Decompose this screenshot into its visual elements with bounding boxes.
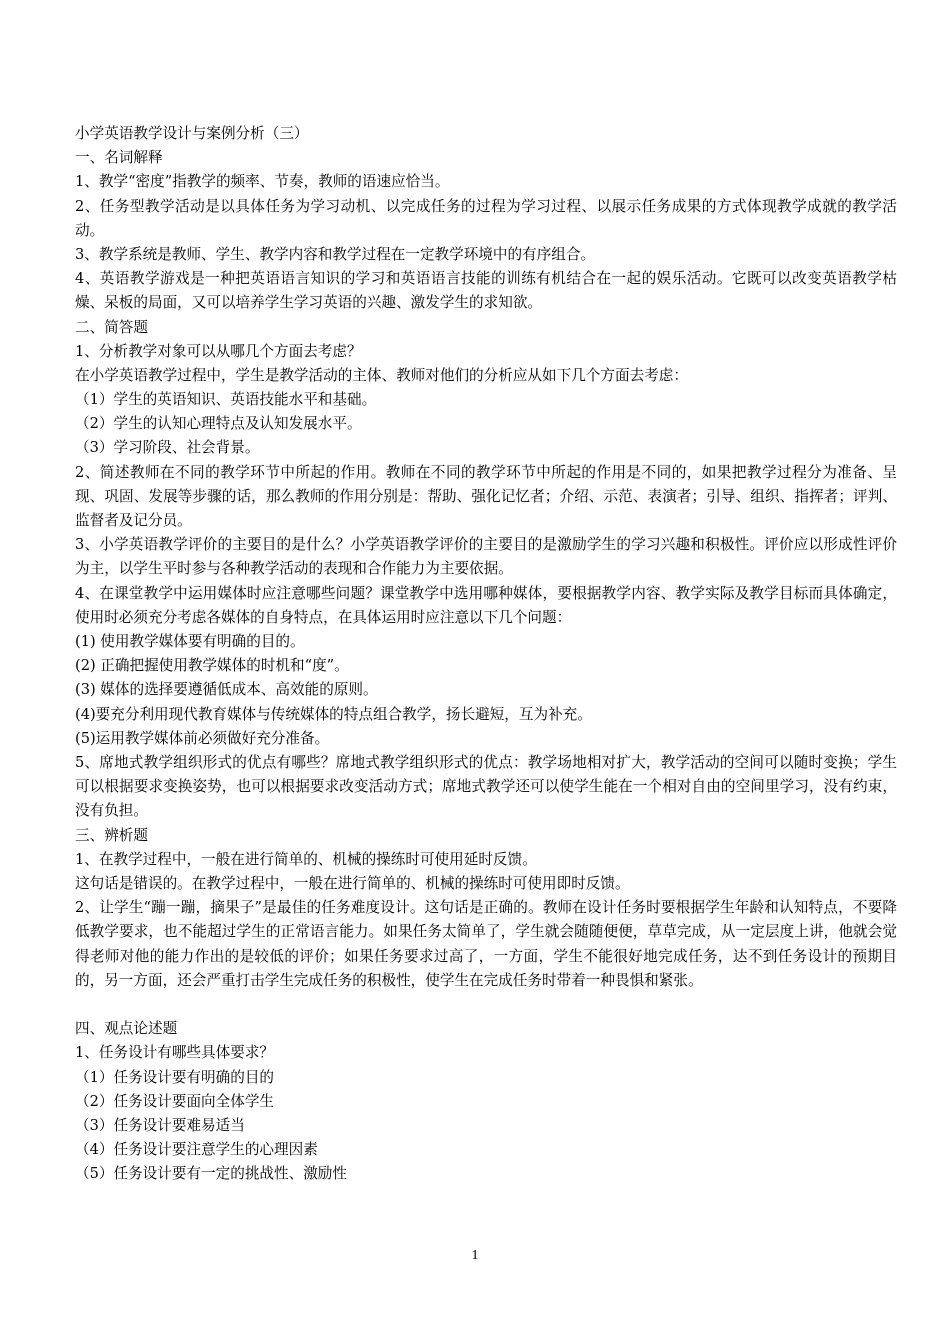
answer-point: （4）任务设计要注意学生的心理因素 (75, 1141, 318, 1159)
question-answer: 4、在课堂教学中运用媒体时应注意哪些问题？课堂教学中选用哪种媒体，要根据教学内容、教学实际及教学目标而具体确定，使用时必须充分考虑各媒体的自身特点，在具体运用时应注意以下几个问题： (75, 584, 897, 626)
answer-point: （2）任务设计要面向全体学生 (75, 1092, 275, 1110)
answer-point: (1) 使用教学媒体要有明确的目的。 (75, 633, 305, 651)
definition-item: 3、教学系统是教师、学生、教学内容和教学过程在一定教学环境中的有序组合。 (75, 245, 596, 263)
answer-point: （3）任务设计要难易适当 (75, 1116, 245, 1134)
section-heading-4: 四、观点论述题 (75, 1020, 178, 1038)
page-number: 1 (471, 1248, 479, 1263)
answer-point: （2）学生的认知心理特点及认知发展水平。 (75, 415, 362, 433)
answer: 这句话是错误的。在教学过程中，一般在进行简单的、机械的操练时可使用即时反馈。 (75, 874, 630, 892)
question-answer: 2、简述教师在不同的教学环节中所起的作用。教师在不同的教学环节中所起的作用是不同的，如果把教学过程分为准备、呈现、巩固、发展等步骤的话，那么教师的作用分别是：帮助、强化记忆者；介绍、示范、表演者；引导、组织、指挥者；评判、监督者及记分员。 (75, 463, 897, 530)
answer-point: （5）任务设计要有一定的挑战性、激励性 (75, 1165, 347, 1183)
question: 1、任务设计有哪些具体要求？ (75, 1044, 275, 1062)
answer-point: （3）学习阶段、社会背景。 (75, 439, 260, 457)
document-body (75, 122, 897, 1186)
document-title: 小学英语教学设计与案例分析（三） (75, 125, 309, 142)
question-answer: 2、让学生“蹦一蹦，摘果子”是最佳的任务难度设计。这句话是正确的。教师在设计任务时要根据学生年龄和认知特点，不要降低教学要求，也不能超过学生的正常语言能力。如果任务太简单了，学生就会随随便便，草草完成，从一定层度上讲，他就会觉得老师对他的能力作出的是较低的评价；如果任务要求过高了，一方面，学生不能很好地完成任务，达不到任务设计的预期目的，另一方面，还会严重打击学生完成任务的积极性，使学生在完成任务时带着一种畏惧和紧张。 (75, 899, 897, 989)
answer-point: (4)要充分利用现代教育媒体与传统媒体的特点组合教学，扬长避短，互为补充。 (75, 705, 592, 723)
definition-item: 4、英语教学游戏是一种把英语语言知识的学习和英语语言技能的训练有机结合在一起的娱乐活动。它既可以改变英语教学枯燥、呆板的局面，又可以培养学生学习英语的兴趣、激发学生的求知欲。 (75, 270, 897, 312)
definition-item: 1、教学“密度”指教学的频率、节奏，教师的语速应恰当。 (75, 173, 450, 191)
question-answer: 5、席地式教学组织形式的优点有哪些？席地式教学组织形式的优点：教学场地相对扩大，教学活动的空间可以随时变换；学生可以根据要求变换姿势，也可以根据要求改变活动方式；席地式教学还可以使学生能在一个相对自由的空间里学习，没有约束，没有负担。 (75, 753, 897, 820)
answer-intro: 在小学英语教学过程中，学生是教学活动的主体、教师对他们的分析应从如下几个方面去考虑： (75, 366, 688, 384)
section-heading-1: 一、名词解释 (75, 149, 163, 167)
question: 1、在教学过程中，一般在进行简单的、机械的操练时可使用延时反馈。 (75, 850, 537, 868)
section-heading-2: 二、简答题 (75, 318, 148, 336)
answer-point: (2) 正确把握使用教学媒体的时机和“度”。 (75, 657, 349, 675)
answer-point: (5)运用教学媒体前必须做好充分准备。 (75, 729, 330, 747)
answer-point: （1）任务设计要有明确的目的 (75, 1068, 275, 1086)
question-answer: 3、小学英语教学评价的主要目的是什么？小学英语教学评价的主要目的是激励学生的学习兴趣和积极性。评价应以形成性评价为主，以学生平时参与各种教学活动的表现和合作能力为主要依据。 (75, 536, 897, 578)
answer-point: （1）学生的英语知识、英语技能水平和基础。 (75, 391, 377, 409)
section-heading-3: 三、辨析题 (75, 826, 148, 844)
question: 1、分析教学对象可以从哪几个方面去考虑？ (75, 342, 362, 360)
definition-item: 2、任务型教学活动是以具体任务为学习动机、以完成任务的过程为学习过程、以展示任务成果的方式体现教学成就的教学活动。 (75, 197, 897, 239)
answer-point: (3) 媒体的选择要遵循低成本、高效能的原则。 (75, 681, 378, 699)
